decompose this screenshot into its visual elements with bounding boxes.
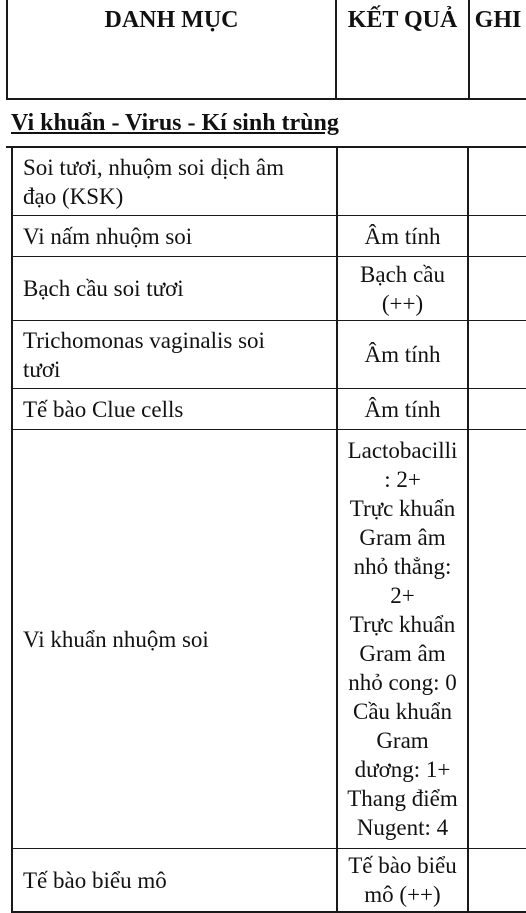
row-label: Vi khuẩn nhuộm soi — [23, 626, 209, 652]
row-label: Tế bào Clue cells — [23, 396, 184, 422]
header-ket-qua: KẾT QUẢ — [347, 7, 458, 33]
row-result: Tế bào biểu mô (++) — [348, 853, 457, 907]
row-result: Bạch cầu (++) — [360, 261, 445, 316]
row-label: Soi tươi, nhuộm soi dịch âm đạo (KSK) — [23, 154, 285, 209]
row-result: Âm tính — [364, 223, 441, 249]
row-result — [338, 148, 467, 215]
row-result: Âm tính — [364, 342, 441, 367]
row-result: Lactobacilli : 2+ Trực khuẩn Gram âm nhỏ thẳng: 2+ Trực khuẩn Gram âm nhỏ cong: 0 Cầu khuẩn Gram dương: 1+ Thang điểm Nugent: 4 — [347, 438, 458, 840]
header-ghi-chu: GHI — [474, 7, 522, 33]
row-label: Tế bào biểu mô — [23, 867, 167, 893]
row-label: Bạch cầu soi tươi — [23, 276, 184, 301]
row-label: Vi nấm nhuộm soi — [23, 223, 193, 249]
row-result: Âm tính — [364, 396, 441, 422]
header-danh-muc: DANH MỤC — [104, 7, 239, 33]
column-divider-2 — [467, 147, 469, 913]
section-title: Vi khuẩn - Virus - Kí sinh trùng — [11, 110, 339, 136]
row-label: Trichomonas vaginalis soi tươi — [23, 327, 265, 382]
